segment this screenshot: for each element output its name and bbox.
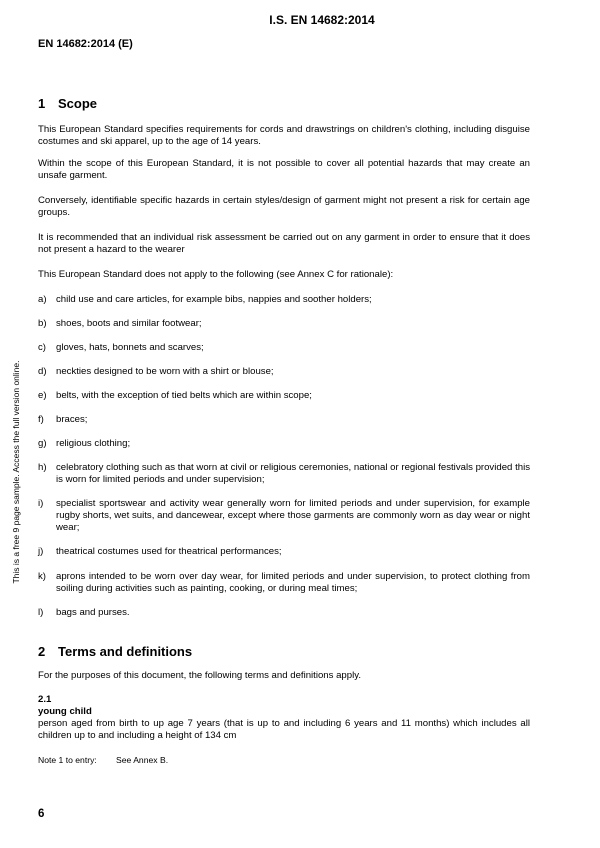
terms-intro: For the purposes of this document, the following terms and definitions apply. [38, 670, 361, 681]
exclusion-item-k: k) aprons intended to be worn over day wear, for limited periods and under supervision, to protect clothing from soiling during activities such as painting, cooking, or during meal times; [38, 571, 530, 594]
term-number: 2.1 [38, 694, 52, 705]
exclusion-item-l: l) bags and purses. [38, 607, 130, 618]
exclusion-item-f: f) braces; [38, 414, 88, 425]
exclusion-item-b: b) shoes, boots and similar footwear; [38, 318, 202, 329]
exclusion-item-i: i) specialist sportswear and activity wear generally worn for limited periods and under supervision, for example rugby shorts, wet suits, and dancewear, except where those garments are commonly worn as day wear or night wear; [38, 498, 530, 533]
doc-ref-header: EN 14682:2014 (E) [38, 38, 133, 50]
exclusion-item-g: g) religious clothing; [38, 438, 131, 449]
section-2-heading [38, 644, 530, 659]
scope-paragraph-4: It is recommended that an individual risk assessment be carried out on any garment in order to ensure that it does not present a hazard to the wearer [38, 232, 530, 255]
page-number: 6 [38, 808, 45, 820]
section-2-number: 2 [38, 644, 46, 659]
term-name: young child [38, 706, 92, 717]
standard-id-header: I.S. EN 14682:2014 [269, 13, 375, 27]
section-2-title: Terms and definitions [58, 644, 193, 659]
sample-notice [0, 322, 21, 622]
exclusion-item-j: j) theatrical costumes used for theatrical performances; [38, 546, 282, 557]
note-text: See Annex B. [116, 755, 169, 765]
note-label: Note 1 to entry: [38, 755, 97, 765]
scope-paragraph-1: This European Standard specifies requirements for cords and drawstrings on children's clothing, including disguise costumes and ski apparel, up to the age of 14 years. [38, 124, 530, 147]
section-1-number: 1 [38, 96, 46, 111]
exclusion-item-a: a) child use and care articles, for example bibs, nappies and soother holders; [38, 294, 372, 305]
exclusion-item-c: c) gloves, hats, bonnets and scarves; [38, 342, 204, 353]
exclusion-item-h: h) celebratory clothing such as that worn at civil or religious ceremonies, national or regional festivals provided this is worn for limited periods and under supervision; [38, 462, 530, 485]
section-1-heading [38, 96, 530, 111]
section-1-title: Scope [58, 96, 98, 111]
scope-paragraph-2: Within the scope of this European Standard, it is not possible to cover all potential hazards that may create an unsafe garment. [38, 158, 530, 181]
exclusion-item-d: d) neckties designed to be worn with a shirt or blouse; [38, 366, 274, 377]
term-definition: person aged from birth to up age 7 years (that is up to and including 6 years and 11 months) which includes all children up to and including a height of 134 cm [38, 718, 530, 741]
exclusion-item-e: e) belts, with the exception of tied belts which are within scope; [38, 390, 312, 401]
term-note [38, 755, 530, 765]
scope-paragraph-3: Conversely, identifiable specific hazards in certain styles/design of garment might not present a risk for certain age groups. [38, 195, 530, 218]
scope-paragraph-5: This European Standard does not apply to the following (see Annex C for rationale): [38, 269, 394, 280]
sample-notice-text: This is a free 9 page sample. Access the full version online. [11, 360, 21, 584]
